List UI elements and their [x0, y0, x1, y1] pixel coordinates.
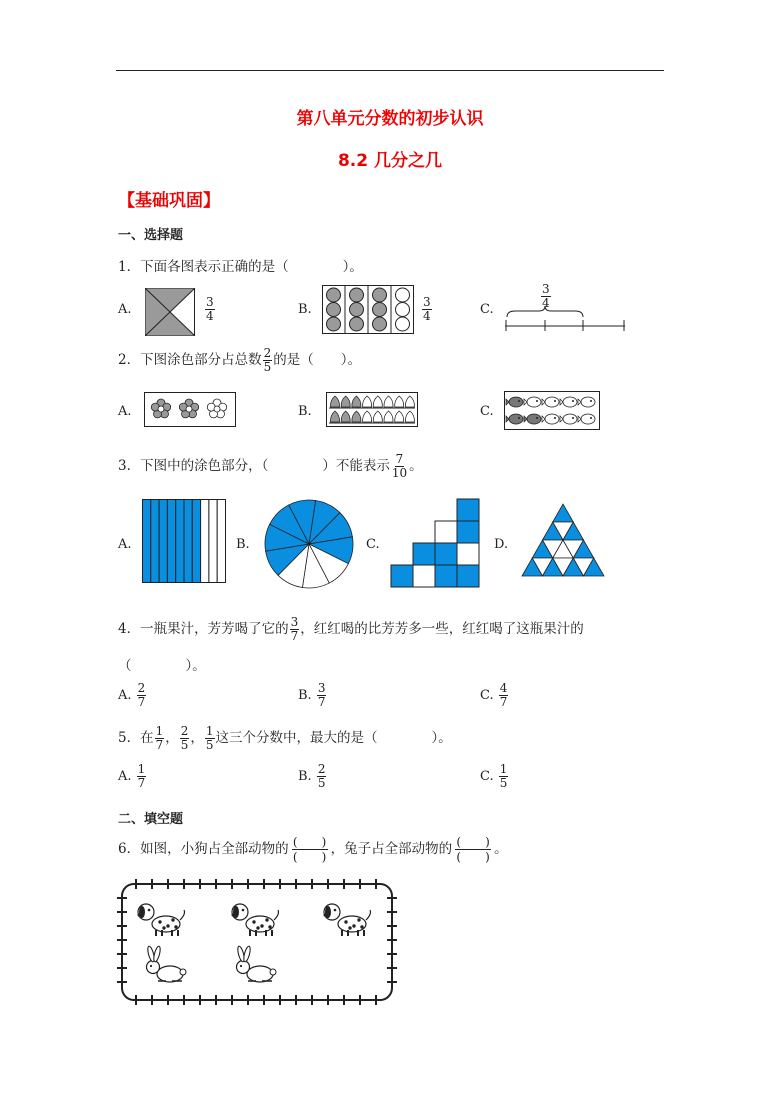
stair-cell — [457, 565, 479, 587]
q1-fraction-c: $\frac{3}{4}$ — [542, 282, 550, 310]
q1-fraction-a: $\frac{3}{4}$ — [206, 295, 214, 323]
page-subtitle: 8.2 几分之几 — [337, 151, 443, 171]
stripe-cell — [143, 500, 151, 583]
header-rule — [116, 70, 664, 71]
stair-cell — [413, 543, 435, 565]
q6-animals-figure — [118, 880, 396, 1004]
q5-stem: 5．在 $\frac{1}{7}$ ， $\frac{2}{5}$ ， $\frac{1}{5}$ 这三个分数中，最大的是（ ）。 — [118, 724, 452, 752]
q1-number-line-figure — [505, 309, 627, 331]
stripe-cell — [176, 500, 184, 583]
stair-cell — [413, 565, 435, 587]
q4-stem-line2: （ ）。 — [118, 658, 206, 674]
q1-stem: 1．下面各图表示正确的是（ ）。 — [118, 259, 363, 275]
q2-stem: 2．下图涂色部分占总数 $\frac{2}{5}$ 的是（ ）。 — [118, 346, 361, 374]
stripe-cell — [167, 500, 175, 583]
q1-option-b-label[interactable]: B. — [298, 302, 312, 317]
q6-stem: 6．如图，小狗占全部动物的 $\frac{( )}{( )}$ ，兔子占全部动物的 $\frac{( )}{( )}$ 。 — [118, 835, 508, 864]
q1-option-a-label[interactable]: A. — [118, 302, 132, 317]
part1-heading: 一、选择题 — [118, 228, 184, 243]
q5-option-a[interactable]: A. $\frac{1}{7}$ — [118, 762, 146, 790]
q3-stem: 3．下图中的涂色部分，（ ）不能表示 $\frac{7}{10}$ 。 — [118, 452, 423, 480]
q2-peaches-figure — [326, 392, 418, 428]
stair-cell — [435, 543, 457, 565]
q1-option-c-label[interactable]: C. — [480, 302, 494, 317]
stripe-cell — [184, 500, 192, 583]
q3-option-a-label[interactable]: A. — [118, 537, 132, 552]
q1-ovals-figure — [322, 285, 414, 335]
q3-staircase-figure — [390, 498, 482, 588]
page-title: 第八单元分数的初步认识 — [296, 109, 484, 129]
stair-cell — [391, 565, 413, 587]
section-label: 【基础巩固】 — [118, 191, 220, 211]
q1-square-figure — [145, 288, 195, 336]
q2-option-b-label[interactable]: B. — [298, 404, 312, 419]
q3-option-b-label[interactable]: B. — [236, 537, 250, 552]
q2-flowers-figure — [144, 392, 236, 428]
triangle-up-cell — [553, 504, 574, 522]
stair-cell — [457, 499, 479, 521]
stripe-cell — [201, 500, 209, 583]
stair-cell — [457, 521, 479, 543]
stripe-cell — [151, 500, 159, 583]
q3-pie-figure — [264, 499, 354, 589]
q5-option-b[interactable]: B. $\frac{2}{5}$ — [298, 762, 326, 790]
q5-option-c[interactable]: C. $\frac{1}{5}$ — [480, 762, 508, 790]
q1-fraction-b: $\frac{3}{4}$ — [423, 295, 431, 323]
q4-stem: 4．一瓶果汁，芳芳喝了它的 $\frac{3}{7}$ ，红红喝的比芳芳多一些，红红喝了这瓶果汁的 — [118, 615, 584, 643]
q3-stripes-figure — [142, 499, 226, 583]
stripe-cell — [192, 500, 200, 583]
q2-option-c-label[interactable]: C. — [480, 404, 494, 419]
stripe-cell — [159, 500, 167, 583]
q3-triangle-figure — [522, 504, 606, 578]
stair-cell — [435, 565, 457, 587]
q6-dog-answer-blank[interactable]: $\frac{( )}{( )}$ — [292, 835, 327, 864]
stripe-cell — [217, 500, 225, 583]
q4-option-a[interactable]: A. $\frac{2}{7}$ — [118, 681, 146, 709]
stripe-cell — [209, 500, 217, 583]
q6-rabbit-answer-blank[interactable]: $\frac{( )}{( )}$ — [456, 835, 490, 864]
q3-option-c-label[interactable]: C. — [366, 537, 380, 552]
part2-heading: 二、填空题 — [118, 812, 184, 827]
q4-option-b[interactable]: B. $\frac{3}{7}$ — [298, 681, 326, 709]
q3-option-d-label[interactable]: D. — [494, 537, 509, 552]
q2-option-a-label[interactable]: A. — [118, 404, 132, 419]
q2-fish-figure — [504, 391, 600, 431]
stair-cell — [457, 543, 479, 565]
q4-option-c[interactable]: C. $\frac{4}{7}$ — [480, 681, 508, 709]
stair-cell — [435, 521, 457, 543]
